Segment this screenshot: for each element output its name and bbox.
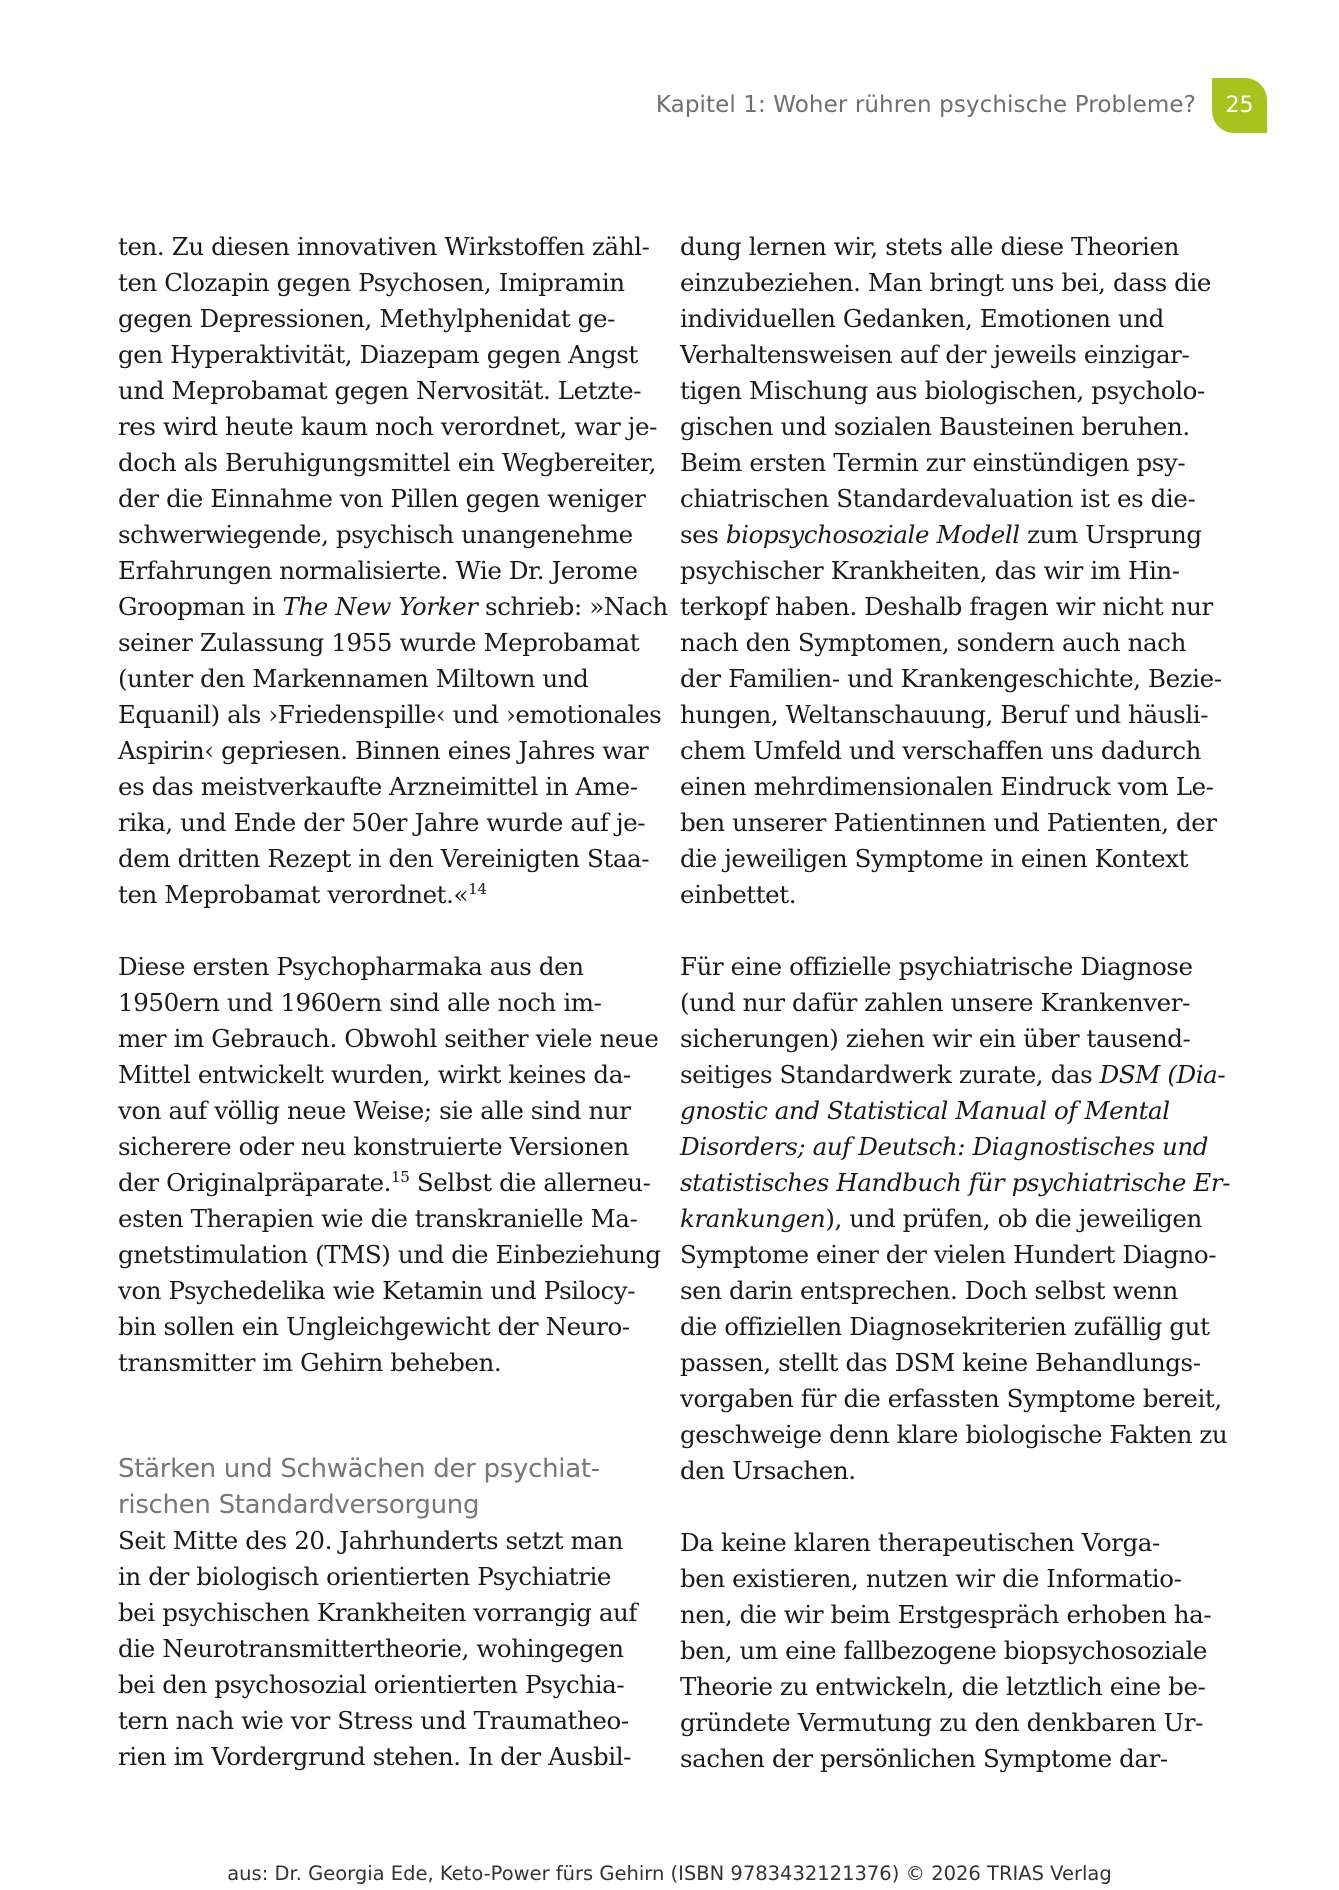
text-line: einen mehrdimensionalen Eindruck vom Le- xyxy=(680,772,1214,801)
paragraph xyxy=(680,229,1222,913)
text-line: sicherungen) ziehen wir ein über tausend- xyxy=(680,1024,1191,1053)
text-line: rischen Standardversorgung xyxy=(118,1490,480,1520)
text-line: der Originalpräparate.$^{15}$ Selbst die allerneu- xyxy=(118,1167,651,1197)
text-line: 1950ern und 1960ern sind alle noch im- xyxy=(118,988,602,1017)
text-line: einbettet. xyxy=(680,880,797,909)
text-line: Groopman in The New Yorker schrieb: »Nach xyxy=(118,592,668,621)
text-line: von Psychedelika wie Ketamin und Psilocy- xyxy=(118,1276,636,1305)
text-line: Diese ersten Psychopharmaka aus den xyxy=(118,952,584,981)
text-line: dem dritten Rezept in den Vereinigten Staa- xyxy=(118,844,650,873)
page-number: 25 xyxy=(1225,93,1254,118)
text-line: rien im Vordergrund stehen. In der Ausbil- xyxy=(118,1742,632,1771)
italic-title: biopsychosoziale Modell xyxy=(725,520,1020,549)
text-line: Aspirin‹ gepriesen. Binnen eines Jahres war xyxy=(118,736,649,765)
section-heading xyxy=(118,1451,628,1523)
text-line: vorgaben für die erfassten Symptome bereit, xyxy=(680,1384,1222,1413)
text-line: rika, und Ende der 50er Jahre wurde auf je- xyxy=(118,808,646,837)
text-line: dung lernen wir, stets alle diese Theorien xyxy=(680,232,1179,261)
italic-title: Disorders; auf Deutsch: Diagnostisches und xyxy=(680,1132,1209,1161)
right-column xyxy=(680,229,1231,1777)
text-line: Verhaltensweisen auf der jeweils einzigar- xyxy=(680,340,1190,369)
footnote-ref: 15 xyxy=(391,1167,410,1186)
text-line: geschweige denn klare biologische Fakten zu xyxy=(680,1420,1228,1449)
text-line: gegen Depressionen, Methylphenidat ge- xyxy=(118,304,615,333)
italic-title: statistisches Handbuch für psychiatrische Er- xyxy=(680,1168,1231,1197)
text-line: der Familien- und Krankengeschichte, Bezie- xyxy=(680,664,1222,693)
text-line: nen, die wir beim Erstgespräch erhoben ha- xyxy=(680,1600,1212,1629)
text-line: (unter den Markennamen Miltown und xyxy=(118,664,589,693)
text-line: einzubeziehen. Man bringt uns bei, dass die xyxy=(680,268,1211,297)
text-line: nach den Symptomen, sondern auch nach xyxy=(680,628,1186,657)
text-line: ben, um eine fallbezogene biopsychosoziale xyxy=(680,1636,1207,1665)
text-line xyxy=(680,1165,1231,1201)
text-line: schwerwiegende, psychisch unangenehme xyxy=(118,520,633,549)
text-line: gründete Vermutung zu den denkbaren Ur- xyxy=(680,1708,1203,1737)
text-line: bei psychischen Krankheiten vorrangig auf xyxy=(118,1598,638,1627)
text-line: transmitter im Gehirn beheben. xyxy=(118,1348,502,1377)
text-line: Symptome einer der vielen Hundert Diagno- xyxy=(680,1240,1217,1269)
paragraph xyxy=(118,229,668,913)
text-line: Equanil) als ›Friedenspille‹ und ›emotionales xyxy=(118,700,662,729)
text-line: gnetstimulation (TMS) und die Einbeziehung xyxy=(118,1240,661,1269)
text-line: Seit Mitte des 20. Jahrhunderts setzt man xyxy=(118,1526,623,1555)
text-line: chiatrischen Standardevaluation ist es die- xyxy=(680,484,1196,513)
text-line: seiner Zulassung 1955 wurde Meprobamat xyxy=(118,628,640,657)
text-line: (und nur dafür zahlen unsere Krankenver- xyxy=(680,988,1190,1017)
text-line: Stärken und Schwächen der psychiat- xyxy=(118,1454,600,1484)
text-line: ben unserer Patientinnen und Patienten, der xyxy=(680,808,1217,837)
text-line: gen Hyperaktivität, Diazepam gegen Angst xyxy=(118,340,638,369)
italic-title: gnostic and Statistical Manual of Mental xyxy=(680,1096,1170,1125)
paragraph xyxy=(680,949,1231,1489)
text-line: esten Therapien wie die transkranielle Ma- xyxy=(118,1204,638,1233)
footnote-ref: 14 xyxy=(468,879,487,898)
paragraph xyxy=(680,1525,1212,1777)
text-line: Beim ersten Termin zur einstündigen psy- xyxy=(680,448,1186,477)
text-line: tern nach wie vor Stress und Traumatheo- xyxy=(118,1706,629,1735)
text-line: ten. Zu diesen innovativen Wirkstoffen zähl- xyxy=(118,232,650,261)
text-line: ben existieren, nutzen wir die Informatio- xyxy=(680,1564,1182,1593)
text-line: in der biologisch orientierten Psychiatrie xyxy=(118,1562,611,1591)
text-line: hungen, Weltanschauung, Beruf und häusli- xyxy=(680,700,1209,729)
text-line: sicherere oder neu konstruierte Versionen xyxy=(118,1132,629,1161)
text-line: Für eine offizielle psychiatrische Diagnose xyxy=(680,952,1193,981)
text-line xyxy=(680,1093,1190,1129)
text-line: Erfahrungen normalisierte. Wie Dr. Jerome xyxy=(118,556,638,585)
paragraph xyxy=(118,949,661,1381)
text-line: mer im Gebrauch. Obwohl seither viele neue xyxy=(118,1024,659,1053)
text-line: es das meistverkaufte Arzneimittel in Ame- xyxy=(118,772,638,801)
text-line: und Meprobamat gegen Nervosität. Letzte- xyxy=(118,376,642,405)
text-line: chem Umfeld und verschaffen uns dadurch xyxy=(680,736,1202,765)
left-column xyxy=(118,229,668,1775)
text-line: die Neurotransmittertheorie, wohingegen xyxy=(118,1634,624,1663)
text-line: den Ursachen. xyxy=(680,1456,856,1485)
text-line: tigen Mischung aus biologischen, psycholo- xyxy=(680,376,1205,405)
text-line: sachen der persönlichen Symptome dar- xyxy=(680,1744,1168,1773)
running-header-chapter-title: Kapitel 1: Woher rühren psychische Probleme? xyxy=(655,92,1196,118)
italic-title: DSM (Dia- xyxy=(1099,1060,1226,1089)
text-line: bin sollen ein Ungleichgewicht der Neuro- xyxy=(118,1312,630,1341)
text-line: passen, stellt das DSM keine Behandlungs- xyxy=(680,1348,1201,1377)
italic-title: The New Yorker xyxy=(282,592,478,621)
text-line: sen darin entsprechen. Doch selbst wenn xyxy=(680,1276,1178,1305)
text-line: psychischer Krankheiten, das wir im Hin- xyxy=(680,556,1180,585)
text-line: ten Meprobamat verordnet.«$^{14}$ xyxy=(118,879,487,909)
text-line: von auf völlig neue Weise; sie alle sind nur xyxy=(118,1096,631,1125)
text-line: bei den psychosozial orientierten Psychia- xyxy=(118,1670,625,1699)
text-line: ses biopsychosoziale Modell zum Ursprung xyxy=(680,520,1202,549)
text-line: res wird heute kaum noch verordnet, war je- xyxy=(118,412,657,441)
text-line: seitiges Standardwerk zurate, das DSM (Dia- xyxy=(680,1060,1226,1089)
text-line: doch als Beruhigungsmittel ein Wegbereiter, xyxy=(118,448,656,477)
italic-title: krankungen xyxy=(680,1204,826,1233)
text-line: der die Einnahme von Pillen gegen weniger xyxy=(118,484,646,513)
text-line: Mittel entwickelt wurden, wirkt keines da- xyxy=(118,1060,631,1089)
text-line: ten Clozapin gegen Psychosen, Imipramin xyxy=(118,268,625,297)
text-line xyxy=(680,1129,1209,1165)
page-number-badge xyxy=(1212,78,1267,133)
text-line: die jeweiligen Symptome in einen Kontext xyxy=(680,844,1189,873)
text-line: Da keine klaren therapeutischen Vorga- xyxy=(680,1528,1160,1557)
paragraph xyxy=(118,1523,638,1775)
text-line: gischen und sozialen Bausteinen beruhen. xyxy=(680,412,1190,441)
text-line: krankungen), und prüfen, ob die jeweiligen xyxy=(680,1204,1202,1233)
footer-source-note: aus: Dr. Georgia Ede, Keto-Power fürs Gehirn (ISBN 9783432121376) © 2026 TRIAS Verlag xyxy=(227,1862,1112,1885)
text-line: Theorie zu entwickeln, die letztlich eine be- xyxy=(680,1672,1206,1701)
text-line: individuellen Gedanken, Emotionen und xyxy=(680,304,1164,333)
text-line: die offiziellen Diagnosekriterien zufällig gut xyxy=(680,1312,1210,1341)
text-line: terkopf haben. Deshalb fragen wir nicht nur xyxy=(680,592,1213,621)
